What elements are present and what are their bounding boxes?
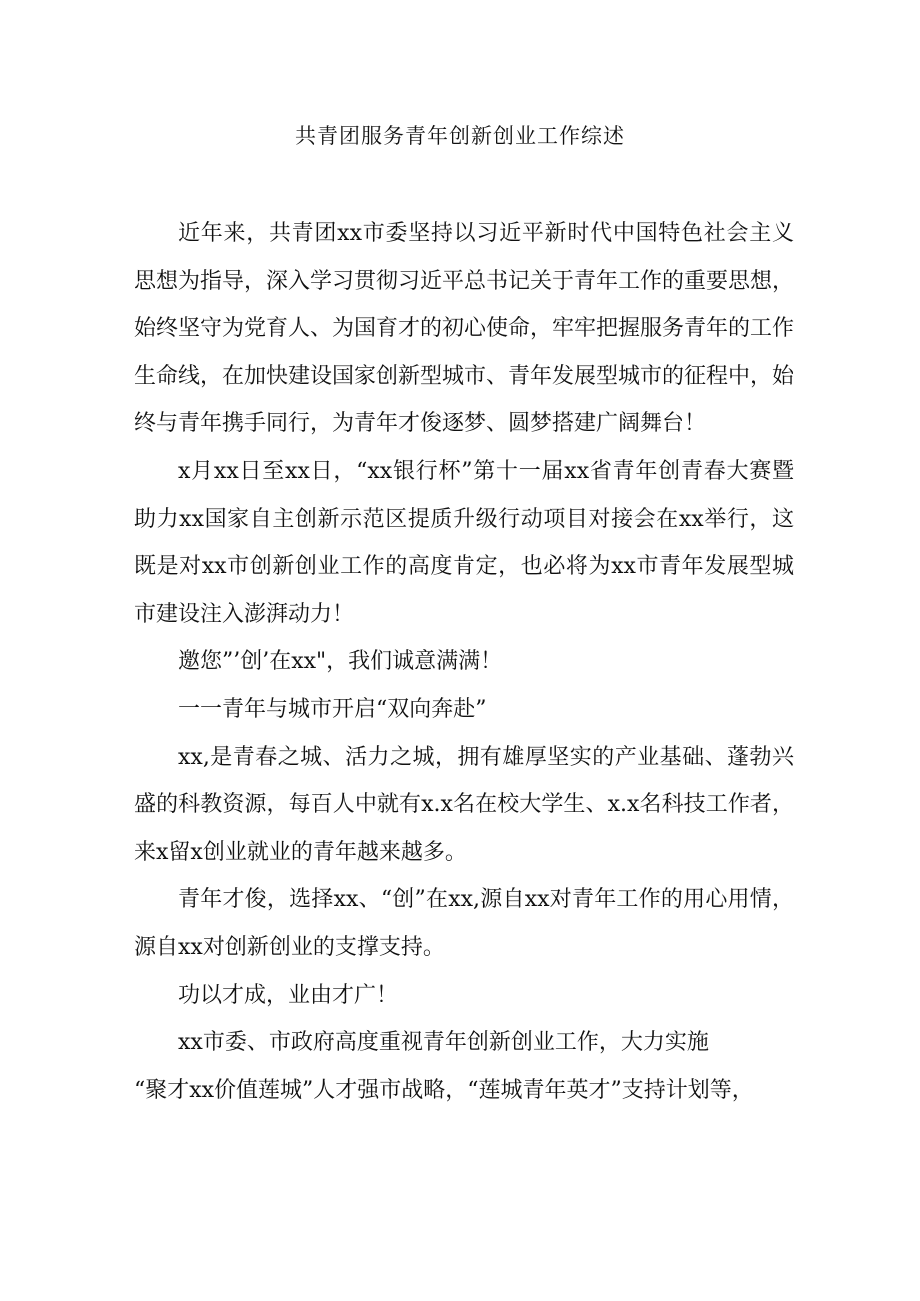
document-body xyxy=(134,210,794,1114)
paragraph-intro: 近年来，共青团xx市委坚持以习近平新时代中国特色社会主义思想为指导，深入学习贯彻习近平总书记关于青年工作的重要思想，始终坚守为党育人、为国育才的初心使命，牢牢把握服务青年的工作生命线，在加快建设国家创新型城市、青年发展型城市的征程中，始终与青年携手同行，为青年才俊逐梦、圆梦搭建广阔舞台！ xyxy=(134,221,795,437)
paragraph-city-profile: xx,是青春之城、活力之城，拥有雄厚坚实的产业基础、蓬勃兴盛的科教资源，每百人中就有x.x名在校大学生、x.x名科技工作者，来x留x创业就业的青年越来越多。 xyxy=(134,744,794,865)
document-title: 共青团服务青年创新创业工作综述 xyxy=(295,124,625,148)
paragraph-talent-strategy: “聚才xx价值莲城”人才强市战略，“莲城青年英才”支持计划等， xyxy=(134,1077,754,1103)
paragraph-invitation: 邀您”’创’在xx"，我们诚意满满！ xyxy=(178,649,503,675)
paragraph-youth-choice: 青年才俊，选择xx、“创”在xx,源自xx对青年工作的用心用情，源自xx对创新创业的支撑支持。 xyxy=(134,887,794,960)
paragraph-competition: x月xx日至xx日，“xx银行杯”第十一届xx省青年创青春大赛暨助力xx国家自主创新示范区提质升级行动项目对接会在xx举行，这既是对xx市创新创业工作的高度肯定，也必将为xx市青年发展型城市建设注入澎湃动力！ xyxy=(134,458,794,627)
paragraph-talent-motto: 功以才成，业由才广！ xyxy=(178,982,399,1008)
paragraph-government-policy: xx市委、市政府高度重视青年创新创业工作，大力实施 xyxy=(178,1030,709,1056)
section-heading-two-way: 一一青年与城市开启“双向奔赴” xyxy=(178,696,487,722)
